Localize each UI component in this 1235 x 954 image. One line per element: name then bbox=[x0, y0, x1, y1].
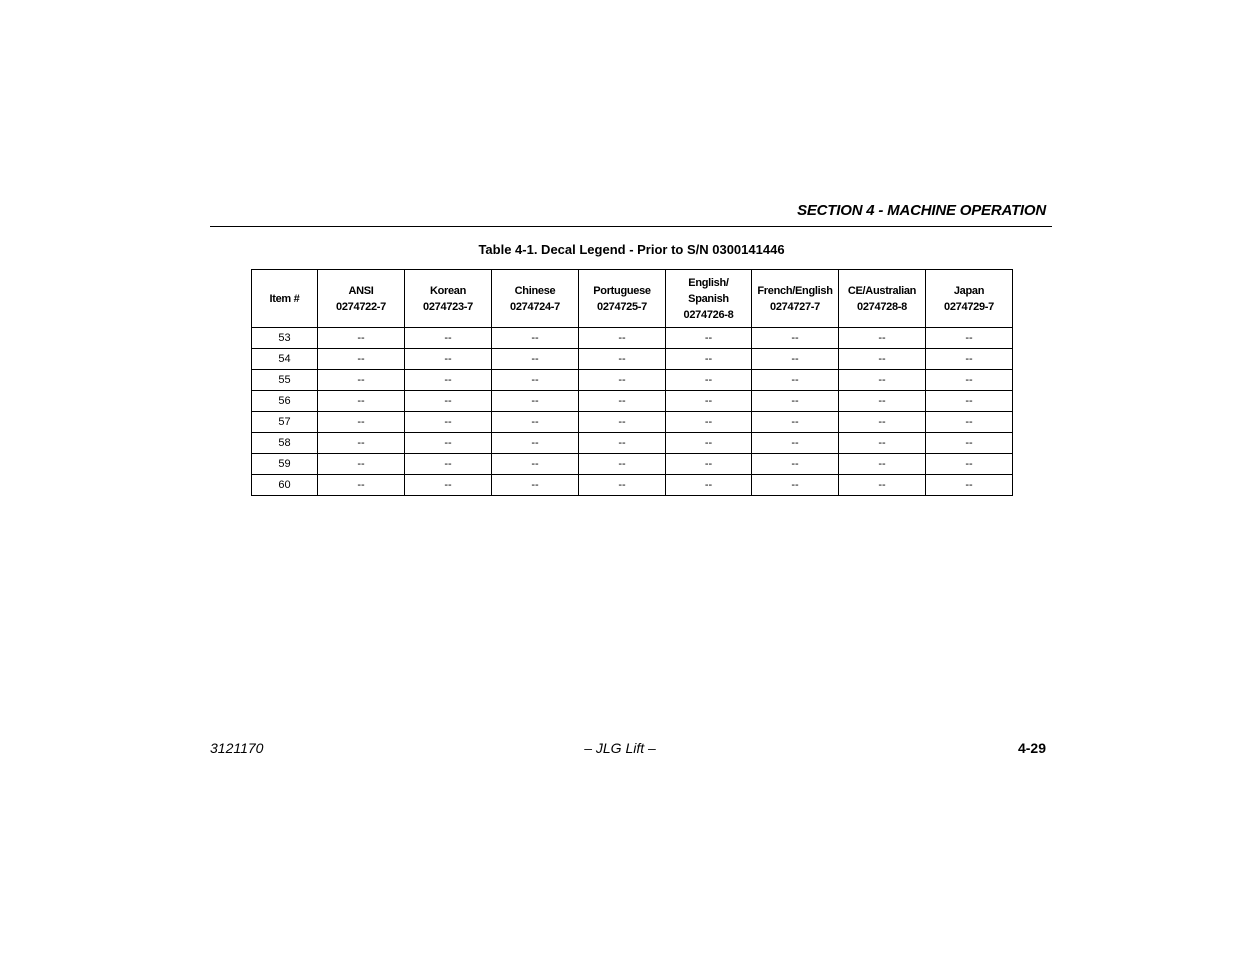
header-divider bbox=[210, 226, 1052, 227]
decal-cell: -- bbox=[926, 328, 1013, 349]
decal-cell: -- bbox=[405, 370, 492, 391]
table-title: Table 4-1. Decal Legend - Prior to S/N 0300141446 bbox=[478, 242, 785, 257]
decal-cell: -- bbox=[926, 349, 1013, 370]
decal-cell: -- bbox=[839, 454, 926, 475]
decal-cell: -- bbox=[839, 391, 926, 412]
decal-cell: -- bbox=[752, 328, 839, 349]
item-number-cell: 56 bbox=[252, 391, 318, 412]
decal-cell: -- bbox=[405, 328, 492, 349]
column-header-line: Item # bbox=[269, 292, 300, 305]
footer-brand: – JLG Lift – bbox=[584, 740, 656, 756]
decal-cell: -- bbox=[405, 412, 492, 433]
column-header bbox=[318, 270, 405, 328]
decal-cell: -- bbox=[405, 433, 492, 454]
column-header-line: 0274726-8 bbox=[683, 308, 734, 321]
decal-cell: -- bbox=[752, 391, 839, 412]
decal-cell: -- bbox=[752, 433, 839, 454]
decal-cell: -- bbox=[579, 433, 666, 454]
column-header bbox=[405, 270, 492, 328]
decal-cell: -- bbox=[405, 454, 492, 475]
page-number: 4-29 bbox=[1017, 740, 1046, 756]
table-body bbox=[252, 328, 1013, 496]
item-number-cell: 53 bbox=[252, 328, 318, 349]
table-row bbox=[252, 370, 1013, 391]
decal-cell: -- bbox=[926, 370, 1013, 391]
table-row bbox=[252, 475, 1013, 496]
decal-cell: -- bbox=[926, 412, 1013, 433]
column-header-line: 0274728-8 bbox=[857, 300, 907, 313]
column-header-line: Portuguese bbox=[593, 284, 651, 297]
column-header bbox=[666, 270, 752, 328]
decal-cell: -- bbox=[839, 349, 926, 370]
decal-cell: -- bbox=[579, 391, 666, 412]
column-header-line: Korean bbox=[429, 284, 467, 297]
column-header-line: Spanish bbox=[688, 292, 729, 305]
table-row bbox=[252, 454, 1013, 475]
decal-cell: -- bbox=[666, 391, 752, 412]
column-header-line: Chinese bbox=[514, 284, 556, 297]
decal-cell: -- bbox=[579, 412, 666, 433]
decal-cell: -- bbox=[579, 454, 666, 475]
decal-cell: -- bbox=[752, 454, 839, 475]
decal-cell: -- bbox=[926, 454, 1013, 475]
decal-cell: -- bbox=[666, 370, 752, 391]
decal-cell: -- bbox=[318, 412, 405, 433]
column-header-line: 0274729-7 bbox=[944, 300, 994, 313]
column-header-line: Japan bbox=[953, 284, 985, 297]
decal-cell: -- bbox=[666, 433, 752, 454]
item-number-cell: 57 bbox=[252, 412, 318, 433]
decal-cell: -- bbox=[666, 349, 752, 370]
column-header bbox=[926, 270, 1013, 328]
table-header-row bbox=[252, 270, 1013, 328]
decal-cell: -- bbox=[318, 391, 405, 412]
column-header-line: 0274725-7 bbox=[597, 300, 647, 313]
table-row bbox=[252, 349, 1013, 370]
decal-cell: -- bbox=[318, 433, 405, 454]
decal-cell: -- bbox=[492, 475, 579, 496]
decal-cell: -- bbox=[492, 328, 579, 349]
decal-cell: -- bbox=[405, 391, 492, 412]
decal-legend-table bbox=[251, 269, 1013, 496]
column-header bbox=[492, 270, 579, 328]
decal-cell: -- bbox=[926, 391, 1013, 412]
decal-cell: -- bbox=[492, 391, 579, 412]
table-row bbox=[252, 412, 1013, 433]
decal-cell: -- bbox=[318, 475, 405, 496]
decal-cell: -- bbox=[405, 349, 492, 370]
column-header-line: English/ bbox=[688, 276, 729, 289]
table-row bbox=[252, 433, 1013, 454]
decal-cell: -- bbox=[839, 475, 926, 496]
column-header-line: French/English bbox=[757, 284, 833, 297]
document-number: 3121170 bbox=[210, 740, 264, 756]
decal-cell: -- bbox=[318, 349, 405, 370]
decal-cell: -- bbox=[839, 370, 926, 391]
decal-cell: -- bbox=[666, 328, 752, 349]
column-header-line: ANSI bbox=[348, 284, 374, 297]
column-header-line: CE/Australian bbox=[847, 284, 917, 297]
table-row bbox=[252, 391, 1013, 412]
decal-cell: -- bbox=[318, 454, 405, 475]
decal-cell: -- bbox=[579, 475, 666, 496]
decal-cell: -- bbox=[492, 349, 579, 370]
decal-cell: -- bbox=[752, 349, 839, 370]
decal-cell: -- bbox=[492, 433, 579, 454]
item-number-cell: 60 bbox=[252, 475, 318, 496]
item-number-cell: 59 bbox=[252, 454, 318, 475]
item-number-cell: 54 bbox=[252, 349, 318, 370]
decal-cell: -- bbox=[752, 412, 839, 433]
item-number-cell: 58 bbox=[252, 433, 318, 454]
decal-cell: -- bbox=[666, 412, 752, 433]
table-row bbox=[252, 328, 1013, 349]
section-title: SECTION 4 - MACHINE OPERATION bbox=[797, 202, 1046, 219]
column-header bbox=[579, 270, 666, 328]
column-header-line: 0274724-7 bbox=[510, 300, 560, 313]
column-header-line: 0274722-7 bbox=[336, 300, 386, 313]
item-number-cell: 55 bbox=[252, 370, 318, 391]
column-header bbox=[752, 270, 839, 328]
decal-cell: -- bbox=[579, 349, 666, 370]
decal-cell: -- bbox=[752, 475, 839, 496]
decal-cell: -- bbox=[839, 328, 926, 349]
column-header-line: 0274727-7 bbox=[770, 300, 820, 313]
decal-cell: -- bbox=[579, 370, 666, 391]
decal-cell: -- bbox=[926, 433, 1013, 454]
decal-cell: -- bbox=[492, 412, 579, 433]
decal-cell: -- bbox=[405, 475, 492, 496]
decal-cell: -- bbox=[926, 475, 1013, 496]
column-header bbox=[839, 270, 926, 328]
decal-cell: -- bbox=[492, 454, 579, 475]
column-header-line: 0274723-7 bbox=[423, 300, 473, 313]
decal-cell: -- bbox=[318, 370, 405, 391]
decal-cell: -- bbox=[318, 328, 405, 349]
column-header bbox=[252, 270, 318, 328]
decal-cell: -- bbox=[839, 412, 926, 433]
decal-cell: -- bbox=[666, 475, 752, 496]
decal-cell: -- bbox=[752, 370, 839, 391]
decal-cell: -- bbox=[839, 433, 926, 454]
decal-cell: -- bbox=[579, 328, 666, 349]
decal-cell: -- bbox=[492, 370, 579, 391]
decal-cell: -- bbox=[666, 454, 752, 475]
